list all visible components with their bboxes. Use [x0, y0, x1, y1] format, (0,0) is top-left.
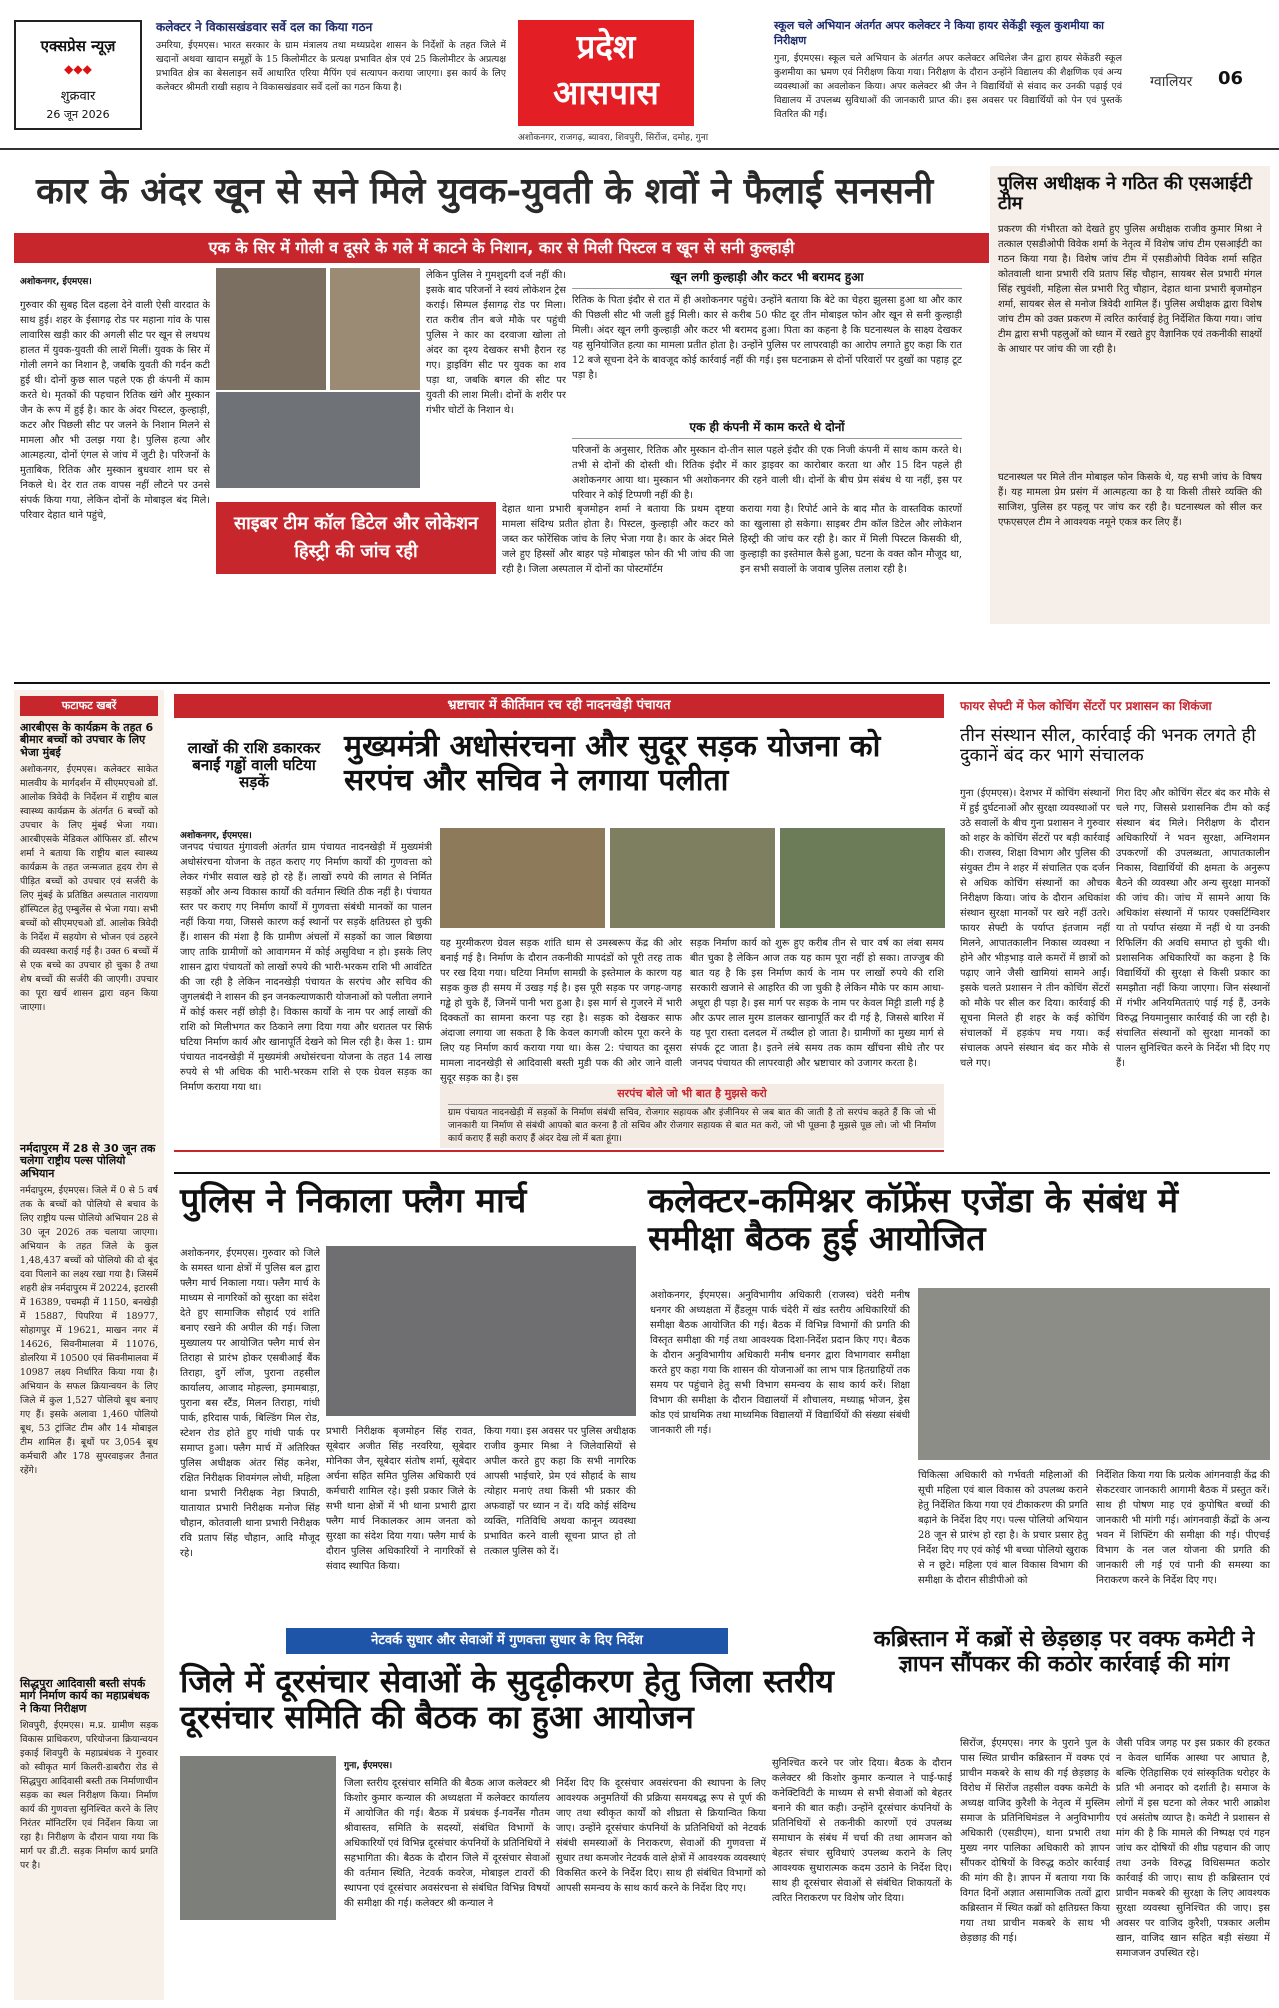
coaching-banner: फायर सेफ्टी में फेल कोचिंग सेंटरों पर प्रशासन का शिकंजा — [960, 694, 1270, 718]
lead-col-b2: कराया गया है। रिपोर्ट आने के बाद मौत के वास्तविक कारणों का खुलासा हो सकेगा। साइबर टीम कॉल डिटेल और लोकेशन हिस्ट्री की जांच कर रही है। कार में मिली पिस्टल किसकी थी, कुल्हाड़ी का इस्तेमाल कैसे हुआ, घटना के वक्त कौन मौजूद था, इन सभी सवालों के जवाब पुलिस तलाश रही है। — [740, 504, 962, 575]
diamond-icon: ◆◆◆ — [64, 62, 92, 76]
corruption-banner: भ्रष्टाचार में कीर्तिमान रच रही नादनखेड़ी पंचायत — [174, 694, 944, 718]
brief3-body: शिवपुरी, ईएमएस। म.प्र. ग्रामीण सड़क विकास प्राधिकरण, परियोजना क्रियान्वयन इकाई शिवपुरी के महाप्रबंधक ने गुरुवार को स्वीकृत मार्ग किलरी-डाबरौरा रोड से सिद्धपुरा आदिवासी बस्ती तक निर्माणाधीन सड़क का स्थल निरीक्षण किया। निर्माण कार्य की गुणवत्ता सुनिश्चित करने के लिए निरंतर मॉनिटरिंग एवं निर्देशन किया जा रहा है। निरीक्षण के दौरान पाया गया कि मार्ग पर डी.टी. सड़क निर्माण कार्य प्रगति पर है। — [20, 1719, 158, 1871]
briefs-column — [14, 690, 164, 2000]
corruption-quote-title: सरपंच बोले जो भी बात है मुझसे करो — [448, 1086, 936, 1105]
corruption-quote-body: ग्राम पंचायत नादनखेड़ी में सड़कों के निर्माण संबंधी सचिव, रोजगार सहायक और इंजीनियर से जब बात की जाती है तो सरपंच कहते हैं कि जो भी जानकारी या निर्माण से संबंधी आपको बात करना है तो सचिव और रोजगार सहायक से बात मत करो, जो भी पूछना है मुझसे पूछ लो। जो भी निर्माण कार्य कराए हैं सही कराए हैं अंदर देख लो में बता हूंगा। — [448, 1108, 936, 1144]
waqf-col2: जैसी पवित्र जगह पर इस प्रकार की हरकत न केवल धार्मिक आस्था पर आघात है, बल्कि ऐतिहासिक एवं सांस्कृतिक धरोहर के प्रति भी अनादर को दर्शाती है। समाज के लोगों में इस घटना को लेकर भारी आक्रोश एवं असंतोष व्याप्त है। कमेटी ने प्रशासन से मांग की है कि मामले की निष्पक्ष एवं गहन जांच कर दोषियों की शीघ्र पहचान की जाए तथा उनके विरुद्ध विधिसम्मत कठोर कार्रवाई की जाए। साथ ही कब्रिस्तान एवं प्राचीन मकबरे की सुरक्षा के लिए आवश्यक सुरक्षा व्यवस्था सुनिश्चित की जाए। इस अवसर पर वाजिद कुरैशी, पत्रकार अलीम खान, वाजिद खान सहित बड़ी संख्या में समाजजन उपस्थित रहे। — [1116, 1738, 1270, 1959]
waqf-headline: कब्रिस्तान में कब्रों से छेड़छाड़ पर वक्फ कमेटी ने ज्ञापन सौंपकर की कठोर कार्रवाई की मांग — [873, 1627, 1255, 1677]
edition-city: ग्वालियर — [1150, 74, 1193, 90]
corruption-col2: यह मुरमीकरण ग्रेवल सड़क शांति धाम से उमस्बरूप केंद्र की ओर बनाई गई है। निर्माण के दौरान तकनीकी मापदंडों को पूरी तरह ताक पर रख दिया गया। घटिया निर्माण सामग्री के इस्तेमाल के कारण यह सड़क कुछ ही समय में उखड़ गई है। इस पूरी सड़क पर जगह-जगह गड्ढे हो चुके हैं, जिनमें पानी भरा हुआ है। इस मार्ग से गुजरने में भारी दिक्कतों का सामना करना पड़ रहा है। सड़क को देखकर साफ अंदाजा लगाया जा सकता है कि केवल कागजी कोरम पूरा करने के लिए यह निर्माण कार्य कराया गया था। केस 2: पंचायत का दूसरा मामला नादनखेड़ी से आदिवासी बस्ती मुडी पक की ओर जाने वाली सुदूर सड़क का है। इस — [440, 938, 682, 1084]
coaching-col1: गुना (ईएमएस)। देशभर में कोचिंग संस्थानों में हुई दुर्घटनाओं और सुरक्षा व्यवस्थाओं पर उठे सवालों के बीच गुना प्रशासन ने गुरुवार को शहर के कोचिंग सेंटरों पर बड़ी कार्रवाई की। राजस्व, शिक्षा विभाग और पुलिस की संयुक्त टीम ने शहर में संचालित एक दर्जन से अधिक कोचिंग संस्थानों का औचक निरीक्षण किया। जांच के दौरान अधिकांश संस्थान सुरक्षा मानकों पर खरे नहीं उतरे। फायर सेफ्टी के पर्याप्त इंतजाम नहीं मिलने, आपातकालीन निकास व्यवस्था न होने और भीड़भाड़ वाले कमरों में छात्रों को पढ़ाए जाने जैसी खामियां सामने आईं। इसके चलते प्रशासन ने तीन कोचिंग सेंटरों को मौके पर सील कर दिया। कार्रवाई की सूचना मिलते ही शहर के कई कोचिंग संचालकों में हड़कंप मच गया। कई संचालक अपने संस्थान बंद कर मौके से चले गए। — [960, 788, 1110, 1069]
sp-box-body2: घटनास्थल पर मिले तीन मोबाइल फोन किसके थे, यह सभी जांच के विषय हैं। यह मामला प्रेम प्रसंग में आत्महत्या का है या किसी तीसरे व्यक्ति की साजिश, पुलिस हर पहलू पर जांच कर रही है। घटनास्थल को सील कर एफएसएल टीम ने आवश्यक नमूने एकत्र कर लिए हैं। — [998, 472, 1262, 529]
meeting-headline: कलेक्टर-कमिश्नर कॉफ्रेंस एजेंडा के संबंध में समीक्षा बैठक हुई आयोजित — [648, 1181, 1179, 1260]
sp-box-body: प्रकरण की गंभीरता को देखते हुए पुलिस अधीक्षक राजीव कुमार मिश्रा ने तत्काल एसडीओपी विवेक शर्मा के नेतृत्व में विशेष जांच टीम एसआईटी का गठन किया गया है। विशेष जांच टीम में एसडीओपी विवेक शर्मा सहित कोतवाली थाना प्रभारी रवि प्रताप सिंह चौहान, सायबर सेल प्रभारी मंगल सिंह रघुवंशी, महिला सेल प्रभारी रितु चौहान, देहात थाना प्रभारी बृजमोहन शर्मा, सायबर सेल से मनोज त्रिवेदी शामिल हैं। पुलिस अधीक्षक द्वारा विशेष जांच टीम को उक्त प्रकरण में त्वरित कार्रवाई हेतु निर्देशित किया गया। जांच टीम द्वारा सभी पहलुओं को ध्यान में रखते हुए वैज्ञानिक एवं तकनीकी साक्ष्यों के आधार पर जांच की जा रही है। — [998, 224, 1262, 356]
lead-box2-title: एक ही कंपनी में काम करते थे दोनों — [572, 418, 962, 439]
car-photo — [216, 392, 420, 488]
corruption-col3: सड़क निर्माण कार्य को शुरू हुए करीब तीन से चार वर्ष का लंबा समय बीत चुका है लेकिन आज तक यह काम पूरा नहीं हो सका। ताज्जुब की बात यह है कि इस निर्माण कार्य के नाम पर लाखों रुपये की राशि सरकारी खजाने से आहरित की जा चुकी है लेकिन मौके पर काम आधा-अधूरा ही पड़ा है। इस मार्ग पर सड़क के नाम पर केवल मिट्टी डाली गई है और ऊपर लाल मुरम डालकर खानापूर्ति कर दी गई है, जिससे बारिश में यह पूरा रास्ता दलदल में तब्दील हो जाता है। ग्रामीणों का मुख्य मार्ग से संपर्क टूट जाता है। इतने लंबे समय तक काम खींचना सीधे तौर पर जनपद पंचायत की लापरवाही और भ्रष्टाचार को उजागर करता है। — [690, 938, 944, 1069]
telecom-headline: जिले में दूरसंचार सेवाओं के सुदृढ़ीकरण हेतु जिला स्तरीय दूरसंचार समिति की बैठक का हुआ आयोजन — [180, 1662, 834, 1736]
lead-box1 — [572, 268, 962, 418]
divider — [14, 682, 1270, 684]
lead-kicker: एक के सिर में गोली व दूसरे के गले में काटने के निशान, कार से मिली पिस्टल व खून से सनी कुल्हाड़ी — [14, 233, 989, 263]
meeting-col2: चिकित्सा अधिकारी को गर्भवती महिलाओं की सूची महिला एवं बाल विकास को उपलब्ध कराने हेतु निर्देशित किया गया एवं टीकाकरण की प्रगति बढ़ाने के निर्देश दिए गए। पल्स पोलियो अभियान 28 जून से प्रारंभ हो रहा है। के प्रचार प्रसार हेतु निर्देश दिए गए एवं कोई भी बच्चा पोलियो खुराक से न छूटे। महिला एवं बाल विकास विभाग की समीक्षा के दौरान सीडीपीओ को — [918, 1470, 1088, 1586]
flag-headline: पुलिस ने निकाला फ्लैग मार्च — [180, 1181, 527, 1221]
lead-box1-title: खून लगी कुल्हाड़ी और कटर भी बरामद हुआ — [572, 268, 962, 289]
brief1-title: आरबीएस के कार्यक्रम के तहत 6 बीमार बच्चों को उपचार के लिए भेजा मुंबई — [20, 721, 154, 759]
corruption-headline: मुख्यमंत्री अधोसंरचना और सुदूर सड़क योजना को सरपंच और सचिव ने लगाया पलीता — [344, 729, 881, 798]
meeting-photo — [918, 1288, 1270, 1460]
section-logo — [518, 20, 694, 126]
lead-pullquote: साइबर टीम कॉल डिटेल और लोकेशन हिस्ट्री की जांच रही — [216, 502, 496, 574]
teaser-right-body: गुना, ईएमएस। स्कूल चले अभियान के अंतर्गत अपर कलेक्टर अधिलेश जैन द्वारा हायर सेकेंडरी स्कूल कुशमीया का भ्रमण एवं निरीक्षण किया गया। निरीक्षण के दौरान उन्होंने विद्यालय की शैक्षणिक एवं अन्य व्यवस्थाओं का अवलोकन किया। अपर कलेक्टर श्री जैन ने विद्यार्थियों से संवाद कर उनकी पढ़ाई एवं विद्यालय में उपलब्ध सुविधाओं की जानकारी प्राप्त की। इस अवसर पर विद्यार्थियों को पेन एवं पुस्तकें वितरित की गईं। — [774, 53, 1122, 120]
lead-box2-body: परिजनों के अनुसार, रितिक और मुस्कान दो-तीन साल पहले इंदौर की एक निजी कंपनी में साथ काम करते थे। तभी से दोनों की दोस्ती थी। रितिक इंदौर में कार ड्राइवर का कारोबार करता था और 15 दिन पहले ही अशोकनगर आया था। मुस्कान भी अशोकनगर की रहने वाली थी। दोनों के बीच प्रेम संबंध थे या नहीं, इस पर परिवार ने कोई टिप्पणी नहीं की है। — [572, 445, 962, 501]
flag-march-photo — [326, 1246, 636, 1416]
telecom-col1: जिला स्तरीय दूरसंचार समिति की बैठक आज कलेक्टर श्री किशोर कुमार कन्याल की अध्यक्षता में कलेक्टर कार्यालय में आयोजित की गई। बैठक में प्रबंधक ई-गवर्नेंस गौतम श्रीवास्तव, समिति के सदस्यों, संबंधित विभागों के अधिकारियों एवं विभिन्न दूरसंचार कंपनियों के प्रतिनिधियों ने सहभागिता की। बैठक के दौरान जिले में दूरसंचार सेवाओं की वर्तमान स्थिति, नेटवर्क कवरेज, मोबाइल टावरों की स्थापना एवं दूरसंचार अवसंरचना से संबंधित विभिन्न विषयों की समीक्षा की गई। कलेक्टर श्री कन्याल ने — [344, 1778, 550, 1909]
lead-col1: गुरुवार की सुबह दिल दहला देने वाली ऐसी वारदात के साथ हुई। शहर के ईसागढ़ रोड पर महाना गांव के पास लावारिस खड़ी कार की अगली सीट पर खून से लथपथ हालत में युवक-युवती की लाशें मिलीं। युवक के सिर में गोली लगने का निशान है, जबकि युवती की गर्दन कटी हुई थी। दोनों कुछ साल पहले एक ही कंपनी में काम करते थे। मृतकों की पहचान रितिक खंगे और मुस्कान जैन के रूप में हुई है। कार के अंदर पिस्टल, कुल्हाड़ी, कटर और पिछली सीट पर जलने के निशान मिलने से मामला और भी उलझ गया है। पुलिस हत्या और आत्महत्या, दोनों एंगल से जांच में जुटी है। परिजनों के मुताबिक, रितिक और मुस्कान बुधवार शाम घर से निकले थे। देर रात तक वापस नहीं लौटने पर उनसे संपर्क किया गया, लेकिन दोनों के मोबाइल बंद मिले। परिवार देहात थाने पहुंचे, — [20, 300, 210, 521]
page-number: 06 — [1218, 68, 1244, 89]
brief2-body: नर्मदापुरम, ईएमएस। जिले में 0 से 5 वर्ष तक के बच्चों को पोलियो से बचाव के लिए राष्ट्रीय पल्स पोलियो अभियान 28 से 30 जून 2026 तक चलाया जाएगा। अभियान के तहत जिले के कुल 1,48,437 बच्चों को पोलियो की दो बूंद दवा पिलाने का लक्ष्य रखा गया है। जिसमें शहरी क्षेत्र नर्मदापुरम में 20224, इटारसी में 16389, पचमढ़ी में 1150, बनखेड़ी में 15887, पिपरिया में 18977, सोहागपुर में 19621, माखन नगर में 14626, सिवनीमालवा में 11076, डोलरिया में 10500 एवं सिवनीमालवा में 10987 लक्ष्य निर्धारित किया गया है। अभियान के सफल क्रियान्वयन के लिए जिले में कुल 1,527 पोलियो बूथ बनाए गए हैं। इसके अलावा 1,460 पोलियो बूथ, 53 ट्रांजिट टीम और 14 मोबाइल टीम शामिल हैं। बूथों पर 3,054 बूथ कर्मचारी और 178 सुपरवाइजर तैनात रहेंगे। — [20, 1184, 158, 1476]
briefs-header: फटाफट खबरें — [20, 696, 158, 716]
victim-photo-female — [330, 268, 420, 390]
corruption-quote-box — [440, 1084, 944, 1148]
coaching-headline: तीन संस्थान सील, कार्रवाई की भनक लगते ही दुकानें बंद कर भागे संचालक — [960, 725, 1256, 767]
lead-dateline: अशोकनगर, ईएमएस। — [20, 277, 92, 287]
telecom-banner: नेटवर्क सुधार और सेवाओं में गुणवत्ता सुधार के दिए निर्देश — [286, 1628, 728, 1654]
road-photo-1 — [440, 828, 605, 928]
lead-col2: लेकिन पुलिस ने गुमशुदगी दर्ज नहीं की। इसके बाद परिजनों ने स्वयं लोकेशन ट्रेस कराई। सिम्पल ईसागढ़ रोड पर मिला। रात करीब तीन बजे मौके पर पहुंची पुलिस ने कार का दरवाजा खोला तो अंदर का दृश्य देखकर सभी हैरान रह गए। ड्राइविंग सीट पर युवक का शव पड़ा था, जबकि बगल की सीट पर युवती की लाश मिली। दोनों के शरीर पर गंभीर चोटों के निशान थे। — [426, 270, 566, 416]
road-photo-3 — [780, 828, 945, 928]
teaser-left-title: कलेक्टर ने विकासखंडवार सर्वे दल का किया गठन — [156, 20, 373, 34]
corruption-sidehead: लाखों की राशि डकारकर बनाईं गड्ढों वाली घटिया सड़कें — [187, 739, 321, 791]
teaser-left-body: उमरिया, ईएमएस। भारत सरकार के ग्राम मंत्रालय तथा मध्यप्रदेश शासन के निर्देशों के तहत जिले में खदानों अथवा खादान समूहों के 15 किलोमीटर के प्रत्यक्ष प्रभावित क्षेत्र एवं 25 किलोमीटर के अप्रत्यक्ष प्रभावित क्षेत्र का बेसलाइन सर्वे आधारित एरिया मैपिंग एवं सत्यापन कराया जाएगा। इस कार्य के लिए कलेक्टर श्रीमती राखी सहाय ने विकासखंडवार सर्वे दलों का गठन किया है। — [156, 40, 506, 93]
flag-col1: अशोकनगर, ईएमएस। गुरुवार को जिले के समस्त थाना क्षेत्रों में पुलिस बल द्वारा फ्लैग मार्च निकाला गया। फ्लैग मार्च के माध्यम से नागरिकों को सुरक्षा का संदेश देते हुए सामाजिक सौहार्द एवं शांति बनाए रखने की अपील की गई। जिला मुख्यालय पर आयोजित फ्लैग मार्च सेन तिराहा से प्रारंभ होकर एसबीआई बैंक तिराहा, दुर्गे लॉज, पुराना तहसील कार्यालय, आजाद मोहल्ला, इमामबाड़ा, पुराना बस स्टैंड, मिलन तिराहा, गांधी पार्क, हरिदास पार्क, बिल्डिंग मिल रोड, स्टेशन रोड होते हुए गांधी पार्क पर समाप्त हुआ। फ्लैग मार्च में अतिरिक्त पुलिस अधीक्षक अंतर सिंह कनेश, रक्षित निरीक्षक शिवमंगल लोधी, महिला थाना प्रभारी निरीक्षक नेहा त्रिपाठी, यातायात प्रभारी निरीक्षक मनोज सिंह चौहान, कोतवाली थाना प्रभारी निरीक्षक रवि प्रताप सिंह चौहान, आदि मौजूद रहे। — [180, 1248, 320, 1559]
brand-box — [14, 20, 142, 130]
logo-line2: आसपास — [553, 73, 659, 112]
telecom-dateline: गुना, ईएमएस। — [344, 1761, 393, 1771]
brief2-title: नर्मदापुरम में 28 से 30 जून तक चलेगा राष्ट्रीय पल्स पोलियो अभियान — [20, 1141, 156, 1180]
flag-col2: प्रभारी निरीक्षक बृजमोहन सिंह रावत, सूबेदार अजीत सिंह नरवरिया, सूबेदार मोनिका जैन, सूबेदार संतोष शर्मा, सूबेदार अर्चना सहित समित पुलिस अधिकारी एवं कर्मचारी शामिल रहे। इसी प्रकार जिले के सभी थाना क्षेत्रों में भी थाना प्रभारी द्वारा फ्लैग मार्च निकालकर आम जनता को सुरक्षा का संदेश दिया गया। फ्लैग मार्च के दौरान पुलिस अधिकारियों ने नागरिकों से संवाद स्थापित किया। — [326, 1426, 476, 1572]
corruption-col1: जनपद पंचायत मुंगावली अंतर्गत ग्राम पंचायत नादनखेड़ी में मुख्यमंत्री अधोसंरचना योजना के तहत कराए गए निर्माण कार्यों की गुणवत्ता को लेकर गंभीर सवाल खड़े हो रहे हैं। लाखों रुपये की लागत से निर्मित सड़कों और अन्य विकास कार्यों की वर्तमान स्थिति ठीक नहीं है। पंचायत स्तर पर कराए गए निर्माण कार्यों में गुणवत्ता संबंधी मानकों का पालन नहीं किया गया, जिससे कारण कई स्थानों पर सड़कें क्षतिग्रस्त हो चुकी हैं। शासन की मंशा है कि ग्रामीण अंचलों में सड़कों का जाल बिछाया जाए ताकि ग्रामीणों को आवागमन में कोई असुविधा न हो। इसके लिए शासन द्वारा पंचायतों को लाखों रुपये की भारी-भरकम राशि भी आवंटित की जा रही है लेकिन नादनखेड़ी पंचायत के सरपंच और सचिव की जुगलबंदी ने शासन की इन जनकल्याणकारी योजनाओं को पलीता लगाने में कोई कसर नहीं छोड़ी है। विकास कार्यों के नाम पर आई लाखों की राशि को मिलीभगत कर ठिकाने लगा दिया गया और धरातल पर सिर्फ घटिया निर्माण कार्य और खानापूर्ति देखने को मिल रही है। केस 1: ग्राम पंचायत नादनखेड़ी में मुख्यमंत्री अधोसंरचना योजना के तहत 14 लाख रुपये से भी अधिक की भारी-भरकम राशि से एक ग्रेवल सड़क का निर्माण कराया गया था। — [180, 842, 432, 1093]
sp-box-title: पुलिस अधीक्षक ने गठित की एसआईटी टीम — [998, 173, 1252, 215]
coaching-col2: गिरा दिए और कोचिंग सेंटर बंद कर मौके से चले गए, जिससे प्रशासनिक टीम को कई संस्थान बंद मिले। निरीक्षण के दौरान अधिकारियों ने भवन सुरक्षा, अग्निशमन उपकरणों की उपलब्धता, आपातकालीन निकास, विद्यार्थियों की क्षमता के अनुरूप बैठने की व्यवस्था और अन्य सुरक्षा मानकों की जांच की। जांच में सामने आया कि अधिकांश संस्थानों में फायर एक्सटिंग्विशर या तो पर्याप्त संख्या में नहीं थे या उनकी रिफिलिंग की अवधि समाप्त हो चुकी थी। प्रशासनिक अधिकारियों का कहना है कि विद्यार्थियों की सुरक्षा से किसी प्रकार का समझौता नहीं किया जाएगा। जिन संस्थानों में गंभीर अनियमितताएं पाई गई हैं, उनके विरुद्ध नियमानुसार कार्रवाई की जा रही है। संचालित संस्थानों को सुरक्षा मानकों का पालन सुनिश्चित करने के निर्देश भी दिए गए हैं। — [1116, 788, 1270, 1069]
logo-line1: प्रदेश — [576, 27, 636, 66]
teaser-right — [774, 18, 1122, 144]
lead-headline: कार के अंदर खून से सने मिले युवक-युवती के शवों ने फैलाई सनसनी — [36, 171, 934, 212]
brief1-body: अशोकनगर, ईएमएस। कलेक्टर साकेत मालवीय के मार्गदर्शन में सीएमएचओ डॉ. आलोक त्रिवेदी के निर्देशन में राष्ट्रीय बाल स्वास्थ्य कार्यक्रम के अंतर्गत 6 बच्चों को उपचार के लिए मुंबई भेजा गया। आरबीएसके मेडिकल ऑफिसर डॉ. सौरभ शर्मा ने बताया कि राष्ट्रीय बाल स्वास्थ्य कार्यक्रम के तहत जन्मजात हृदय रोग से पीड़ित बच्चों को उपचार एवं सर्जरी के लिए मुंबई के प्रतिष्ठित अस्पताल नारायणा हॉस्पिटल हेतु एम्बुलेंस से भेजा गया। सभी बच्चों को सीएमएचओ डॉ. आलोक त्रिवेदी के निर्देश में सहयोग से भोजन एवं ठहरने की व्यवस्था कराई गई है। उक्त 6 बच्चों में से एक बच्चे का उपचार हो चुका है तथा शेष बच्चों की सर्जरी की जाएगी। उपचार का पूरा खर्च शासन द्वारा वहन किया जाएगा। — [20, 763, 158, 1013]
road-photo-2 — [610, 828, 775, 928]
issue-date: 26 जून 2026 — [46, 108, 110, 121]
telecom-col2: निर्देश दिए कि दूरसंचार अवसंरचना की स्थापना के लिए आवश्यक अनुमतियों की प्रक्रिया समयबद्ध रूप से पूर्ण की जाए तथा स्वीकृत कार्यों को शीघ्रता से क्रियान्वित किया जाए। उन्होंने दूरसंचार कंपनियों के प्रतिनिधियों को नेटवर्क संबंधी समस्याओं के निराकरण, सेवाओं की गुणवत्ता में सुधार तथा कमजोर नेटवर्क वाले क्षेत्रों में आवश्यक व्यवस्थाएं विकसित करने के निर्देश दिए। साथ ही संबंधित विभागों को आपसी समन्वय के साथ कार्य करने के निर्देश दिए गए। — [556, 1778, 766, 1894]
telecom-photo — [180, 1756, 336, 1920]
region-list: अशोकनगर, राजगढ़, ब्यावरा, शिवपुरी, सिरोंज, दमोह, गुना — [518, 133, 709, 143]
brief3-title: सिद्धपुरा आदिवासी बस्ती संपर्क मार्ग निर्माण कार्य का महाप्रबंधक ने किया निरीक्षण — [20, 1676, 150, 1715]
sp-box — [990, 166, 1270, 624]
meeting-col1: अशोकनगर, ईएमएस। अनुविभागीय अधिकारी (राजस्व) चंदेरी मनीष धनगर की अध्यक्षता में हैंडलूम पार्क चंदेरी में खंड स्तरीय अधिकारियों की समीक्षा बैठक आयोजित की गई। बैठक में विभिन्न विभागों की प्रगति की विस्तृत समीक्षा की गई तथा आवश्यक दिशा-निर्देश प्रदान किए गए। बैठक के दौरान अनुविभागीय अधिकारी मनीष धनगर द्वारा विभागवार समीक्षा करते हुए कहा गया कि शासन की योजनाओं का लाभ पात्र हितग्राहियों तक समय पर पहुंचाने हेतु सभी विभाग समन्वय के साथ कार्य करें। शिक्षा विभाग की समीक्षा के दौरान विद्यालयों में शौचालय, मध्याह्न भोजन, ड्रेस कोड एवं प्राथमिक तथा माध्यमिक विद्यालयों में विद्यार्थियों की संख्या संबंधी जानकारी ली गई। — [650, 1290, 910, 1436]
teaser-right-title: स्कूल चले अभियान अंतर्गत अपर कलेक्टर ने किया हायर सेकेंड्री स्कूल कुशमीया का निरीक्षण — [774, 19, 1105, 47]
divider — [174, 1150, 944, 1152]
corruption-dateline: अशोकनगर, ईएमएस। — [180, 831, 252, 841]
victim-photo-male — [216, 268, 326, 390]
lead-box1-body: रितिक के पिता इंदौर से रात में ही अशोकनगर पहुंचे। उन्होंने बताया कि बेटे का चेहरा झुलसा हुआ था और कार की पिछली सीट भी जली हुई मिली। कार से करीब 50 फीट दूर तीन मोबाइल फोन और खून से सनी कुल्हाड़ी मिली। अंदर खून लगी कुल्हाड़ी और कटर भी बरामद हुआ। पिता का कहना है कि घटनास्थल के साक्ष्य देखकर यह सुनियोजित हत्या का मामला प्रतीत होता है। उन्होंने पुलिस पर लापरवाही का आरोप लगाते हुए कहा कि रात 12 बजे सूचना देने के बावजूद कोई कार्रवाई नहीं की गई। इस घटनाक्रम से दोनों परिवारों पर दुखों का पहाड़ टूट पड़ा है। — [572, 295, 962, 381]
teaser-left — [156, 18, 506, 131]
waqf-col1: सिरोंज, ईएमएस। नगर के पुराने पुल के पास स्थित प्राचीन कब्रिस्तान में वक्फ एवं प्राचीन मकबरे के साथ की गई छेड़छाड़ के विरोध में सिरोंज तहसील वक्फ कमेटी के अध्यक्ष वाजिद कुरैशी के नेतृत्व में मुस्लिम समाज के प्रतिनिधिमंडल ने अनुविभागीय अधिकारी (एसडीएम), थाना प्रभारी तथा मुख्य नगर पालिका अधिकारी को ज्ञापन सौंपकर दोषियों के विरुद्ध कठोर कार्रवाई की मांग की है। ज्ञापन में बताया गया कि विगत दिनों अज्ञात असामाजिक तत्वों द्वारा कब्रिस्तान में स्थित कब्रों को क्षतिग्रस्त किया गया तथा प्राचीन मकबरे के साथ भी छेड़छाड़ की गई। — [960, 1738, 1110, 1944]
flag-col3: किया गया। इस अवसर पर पुलिस अधीक्षक राजीव कुमार मिश्रा ने जिलेवासियों से अपील करते हुए कहा कि सभी नागरिक आपसी भाईचारे, प्रेम एवं सौहार्द के साथ त्योहार मनाएं तथा किसी भी प्रकार की अफवाहों पर ध्यान न दें। यदि कोई संदिग्ध व्यक्ति, गतिविधि अथवा कानून व्यवस्था प्रभावित करने वाली सूचना प्राप्त हो तो तत्काल पुलिस को दें। — [484, 1426, 636, 1557]
brand-name: एक्सप्रेस न्यूज़ — [40, 37, 116, 55]
meeting-col3: निर्देशित किया गया कि प्रत्येक आंगनवाड़ी केंद्र की सेकटरवार जानकारी आगामी बैठक में प्रस्तुत करें। साथ ही पोषण माह एवं कुपोषित बच्चों की जानकारी भी मांगी गई। आंगनवाड़ी केंद्रों के अन्य भवन में शिफ्टिंग की समीक्षा की गई। पीएचई विभाग के नल जल योजना की प्रगति की जानकारी ली गई एवं पानी की समस्या का निराकरण करने के निर्देश दिए गए। — [1096, 1470, 1270, 1586]
divider — [174, 1172, 1270, 1174]
issue-day: शुक्रवार — [60, 89, 96, 104]
lead-col-b1: देहात थाना प्रभारी बृजमोहन शर्मा ने बताया कि प्रथम दृष्टया मामला संदिग्ध प्रतीत होता है। पिस्टल, कुल्हाड़ी और कटर को जब्त कर फोरेंसिक जांच के लिए भेजा गया है। कार के अंदर मिले जले हुए हिस्सों और बाहर पड़े मोबाइल फोन की भी जांच की जा रही है। जिला अस्पताल में दोनों का पोस्टमॉर्टम — [502, 504, 734, 575]
telecom-col3: सुनिश्चित करने पर जोर दिया। बैठक के दौरान कलेक्टर श्री किशोर कुमार कन्याल ने पाई-फाई कनेक्टिविटी के माध्यम से सभी सेवाओं को बेहतर बनाने की बात कही। उन्होंने दूरसंचार कंपनियों के प्रतिनिधियों से तकनीकी कारणों एवं उपलब्ध समाधान के संबंध में चर्चा की तथा आमजन को बेहतर संचार सुविधाएं उपलब्ध कराने के लिए आवश्यक सुधारात्मक कदम उठाने के निर्देश दिए। साथ ही दूरसंचार सेवाओं से संबंधित शिकायतों के त्वरित निराकरण पर विशेष जोर दिया। — [772, 1758, 952, 1904]
